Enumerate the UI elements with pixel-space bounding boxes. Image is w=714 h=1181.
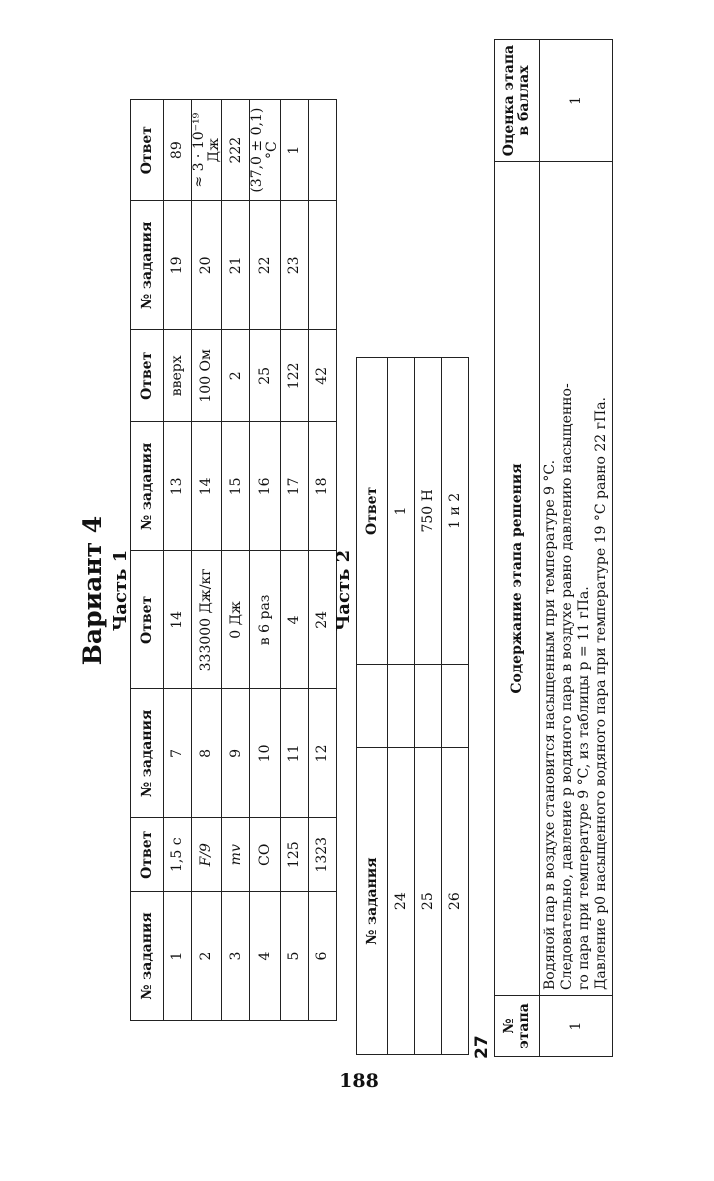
cell: F/9 [192, 818, 222, 892]
header-cell: № задания [131, 201, 164, 330]
table-header-row [495, 40, 540, 1057]
cell: 122 [280, 330, 308, 422]
cell: 14 [192, 422, 222, 551]
cell: 1 и 2 [442, 358, 469, 665]
cell: вверх [164, 330, 192, 422]
header-cell: № задания [131, 892, 164, 1021]
table-row [164, 100, 192, 1021]
header-cell: № задания [357, 748, 388, 1055]
cell: 750 Н [415, 358, 442, 665]
cell: 26 [442, 748, 469, 1055]
cell: 18 [308, 422, 336, 551]
task27-solution-table [494, 39, 613, 1057]
header-cell: № этапа [495, 995, 540, 1056]
step-score: 1 [540, 40, 613, 162]
cell: 222 [222, 100, 250, 201]
cell [388, 664, 415, 748]
cell: ≈ 3 · 10⁻¹⁹ Дж [192, 100, 222, 201]
cell: 100 Ом [192, 330, 222, 422]
part2-answers-table [356, 357, 469, 1055]
variant-title: Вариант 4 [78, 515, 107, 666]
cell: 0 Дж [222, 551, 250, 689]
cell: 13 [164, 422, 192, 551]
table-row [280, 100, 308, 1021]
table-header-row [357, 358, 388, 1055]
cell: 14 [164, 551, 192, 689]
cell: 12 [308, 689, 336, 818]
cell: 125 [280, 818, 308, 892]
header-cell: Ответ [131, 100, 164, 201]
step-content [540, 162, 613, 996]
cell: 1 [388, 358, 415, 665]
cell: в 6 раз [250, 551, 280, 689]
cell: 2 [222, 330, 250, 422]
page-number: 188 [339, 1070, 379, 1092]
cell: 10 [250, 689, 280, 818]
cell: 25 [250, 330, 280, 422]
cell: 23 [280, 201, 308, 330]
cell: 1323 [308, 818, 336, 892]
task-27-number: 27 [472, 1035, 492, 1059]
cell: 19 [164, 201, 192, 330]
cell: 7 [164, 689, 192, 818]
table-header-row [131, 100, 164, 1021]
table-row [442, 358, 469, 1055]
cell: 21 [222, 201, 250, 330]
cell: 89 [164, 100, 192, 201]
cell: CO [250, 818, 280, 892]
cell: 3 [222, 892, 250, 1021]
cell: 17 [280, 422, 308, 551]
table-row [250, 100, 280, 1021]
header-cell: Ответ [131, 330, 164, 422]
cell: 1,5 с [164, 818, 192, 892]
step-line: го пара при температуре 9 °C, из таблицы p = 11 гПа. [576, 586, 593, 990]
header-cell: Ответ [131, 818, 164, 892]
table-row [222, 100, 250, 1021]
step-number: 1 [540, 995, 613, 1056]
header-cell: Ответ [357, 358, 388, 665]
cell: 22 [250, 201, 280, 330]
header-cell: Оценка этапа в баллах [495, 40, 540, 162]
cell: 1 [280, 100, 308, 201]
cell: 4 [280, 551, 308, 689]
table-row [415, 358, 442, 1055]
cell: 8 [192, 689, 222, 818]
cell: 4 [250, 892, 280, 1021]
header-cell: Ответ [131, 551, 164, 689]
cell: 333000 Дж/кг [192, 551, 222, 689]
header-cell: № задания [131, 422, 164, 551]
cell [442, 664, 469, 748]
step-line: Водяной пар в воздухе становится насыщенным при температуре 9 °C. [542, 459, 558, 990]
cell: 11 [280, 689, 308, 818]
cell: 24 [388, 748, 415, 1055]
cell: 25 [415, 748, 442, 1055]
cell: 16 [250, 422, 280, 551]
step-line: Следовательно, давление p водяного пара в воздухе равно давлению насыщенно- [559, 383, 576, 990]
step-line: Давление p0 насыщенного водяного пара при температуре 19 °C равно 22 гПа. [593, 397, 610, 990]
cell [415, 664, 442, 748]
cell: 6 [308, 892, 336, 1021]
table-row [388, 358, 415, 1055]
part1-answers-table [130, 99, 337, 1021]
table-row [540, 40, 613, 1057]
cell: 1 [164, 892, 192, 1021]
cell: 2 [192, 892, 222, 1021]
header-cell [357, 664, 388, 748]
table-row [192, 100, 222, 1021]
cell: (37,0 ± 0,1) °C [250, 100, 280, 201]
cell: 42 [308, 330, 336, 422]
cell: 24 [308, 551, 336, 689]
header-cell: Содержание этапа решения [495, 162, 540, 996]
part1-title: Часть 1 [110, 549, 131, 632]
cell: 20 [192, 201, 222, 330]
cell: 5 [280, 892, 308, 1021]
cell: 9 [222, 689, 250, 818]
header-cell: № задания [131, 689, 164, 818]
cell: 15 [222, 422, 250, 551]
part2-title: Часть 2 [333, 549, 354, 632]
cell: mv [222, 818, 250, 892]
